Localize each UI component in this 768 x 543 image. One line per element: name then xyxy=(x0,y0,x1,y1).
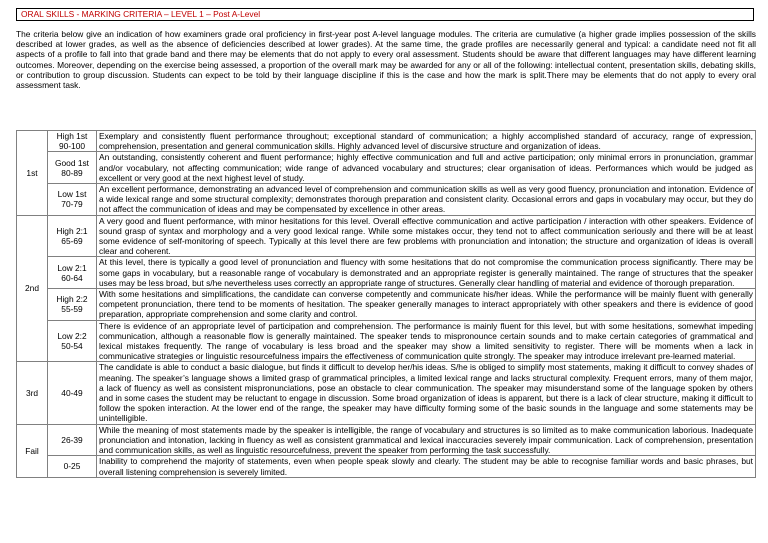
description-cell: With some hesitations and simplifications, the candidate can converse competently and communicate his/her ideas. While the performance will be mainly fluent with generally competent pronunciation, there tend to be moments of hesitation. The speaker generally manages to interact appropriately with other speakers and there is evidence of good preparation, appropriate comprehension and some clarity and control. xyxy=(97,289,756,321)
description-cell: An excellent performance, demonstrating an advanced level of comprehension and communication skills as well as very good fluency, pronunciation and intonation. Evidence of a wide lexical range and some structural complexity; demonstrates thorough preparation and consistent clarity. Occasional errors and gaps in vocabulary may occur, but they do not affect the communication of ideas and may be compensated by excellence in other areas. xyxy=(97,184,756,216)
band-cell: Low 2:1 60-64 xyxy=(48,257,97,289)
class-cell: 3rd xyxy=(17,362,48,424)
band-cell: 26-39 xyxy=(48,424,97,456)
intro-paragraph: The criteria below give an indication of how examiners grade oral proficiency in first-year post A-level language modules. The criteria are cumulative (a higher grade implies possession of the skills described at lower grades, as well as the absence of deficiencies described at lower grades). At the same time, the grade profiles are necessarily general and typical: a candidate need not fit all aspects of a profile to fall into that grade band and there may be elements that do not apply to every oral assessment. Students should be aware that different languages may have different learning outcomes. Moreover, depending on the exercise being assessed, a proportion of the overall mark may be awarded for any or all of the following: intellectual content, presentation skills, debating skills, or contribution to group discussion. Students can expect to be told by their language discipline if this is the case and how the mark is split.There may be elements that do not apply to every oral assessment task. xyxy=(16,29,756,91)
table-row xyxy=(17,362,756,424)
class-cell: Fail xyxy=(17,424,48,477)
table-row xyxy=(17,152,756,184)
band-cell: 0-25 xyxy=(48,456,97,477)
class-cell: 2nd xyxy=(17,215,48,362)
marking-criteria-table xyxy=(16,130,756,478)
table-row xyxy=(17,184,756,216)
band-cell: Low 1st 70-79 xyxy=(48,184,97,216)
description-cell: A very good and fluent performance, with minor hesitations for this level. Overall effective communication and active participation / interaction with other speakers. Evidence of sound grasp of syntax and morphology and a very good lexical range. While some mistakes occur, they tend not to affect communication seriously and there will be at least some evidence of self-monitoring of speech. Typically at this level there are few problems with pronunciation and intonation; the structure and organization of ideas is overall clear and coherent. xyxy=(97,215,756,257)
description-cell: Exemplary and consistently fluent performance throughout; exceptional standard of communication; a highly accomplished standard of accuracy, range of expression, comprehension, presentation and general communication skills. Highly advanced level of discursive structure and organization of ideas. xyxy=(97,131,756,152)
description-cell: The candidate is able to conduct a basic dialogue, but finds it difficult to develop her/his ideas. S/he is obliged to simplify most statements, making it difficult to convey shades of meaning. The speaker’s language shows a limited grasp of grammatical principles, a limited lexical range and lacks structural complexity. Frequent errors, many of them major, a lack of fluency as well as consistent mispronunciations, pose an obstacle to clear communication. The speaker may misunderstand some of the language spoken by others and in some cases the student may be reluctant to engage in discussion. Some broad organization of ideas is apparent, but there is a lack of clear structure, making it difficult to follow the spoken interaction. At the lower end of the range, the speaker may have difficulty forming some of the basic sounds in the language and some statements may be unintelligible. xyxy=(97,362,756,424)
band-cell: High 2:1 65-69 xyxy=(48,215,97,257)
table-row xyxy=(17,257,756,289)
class-cell: 1st xyxy=(17,131,48,216)
description-cell: While the meaning of most statements made by the speaker is intelligible, the range of vocabulary and structures is so limited as to make communication laborious. Inadequate pronunciation and intonation, lacking in fluency as well as consistent grammatical and lexical inaccuracies severely impair communication. Lack of comprehension, presentation and communication skills, as well as linguistic resourcefulness, prevent the speaker from performing the task successfully. xyxy=(97,424,756,456)
description-cell: An outstanding, consistently coherent and fluent performance; highly effective communication and full and active participation; only minimal errors in pronunciation, grammar and/or vocabulary, not affecting communication; wide range of advanced vocabulary and structures; clear organisation of ideas. Performances which would be judged as excellent or very good at the next highest level of study. xyxy=(97,152,756,184)
band-cell: 40-49 xyxy=(48,362,97,424)
table-row xyxy=(17,424,756,456)
table-row xyxy=(17,320,756,362)
description-cell: Inability to comprehend the majority of statements, even when people speak slowly and clearly. The student may be able to recognise familiar words and basic phrases, but overall listening comprehension is severely limited. xyxy=(97,456,756,477)
table-row xyxy=(17,456,756,477)
table-row xyxy=(17,131,756,152)
band-cell: Low 2:2 50-54 xyxy=(48,320,97,362)
table-row xyxy=(17,289,756,321)
band-cell: High 2:2 55-59 xyxy=(48,289,97,321)
band-cell: High 1st 90-100 xyxy=(48,131,97,152)
description-cell: There is evidence of an appropriate level of participation and comprehension. The performance is mainly fluent for this level, but with some hesitations, somewhat impeding communication, although a reasonable flow is generally maintained. The speaker tends to mispronounce certain sounds and to make certain categories of grammatical and lexical mistakes frequently. The range of vocabulary is less broad and the speaker may show a limited sensitivity to register. There will be moments when a lack in communicative strategies or linguistic resourcefulness impairs the effectiveness of communication quite strongly. The speaker may introduce irrelevant pre-learned material. xyxy=(97,320,756,362)
table-row xyxy=(17,215,756,257)
document-title: ORAL SKILLS - MARKING CRITERIA – LEVEL 1 – Post A-Level xyxy=(16,8,754,21)
description-cell: At this level, there is typically a good level of pronunciation and fluency with some hesitations that do not compromise the communication process significantly. There may be some gaps in vocabulary, but a reasonable range of vocabulary is demonstrated and an appropriate register is generally maintained. The range of structures that the speaker uses may be less broad, but s/he nevertheless uses correctly an appropriate range of structures. Generally clear handling of material and evidence of thorough preparation. xyxy=(97,257,756,289)
band-cell: Good 1st 80-89 xyxy=(48,152,97,184)
